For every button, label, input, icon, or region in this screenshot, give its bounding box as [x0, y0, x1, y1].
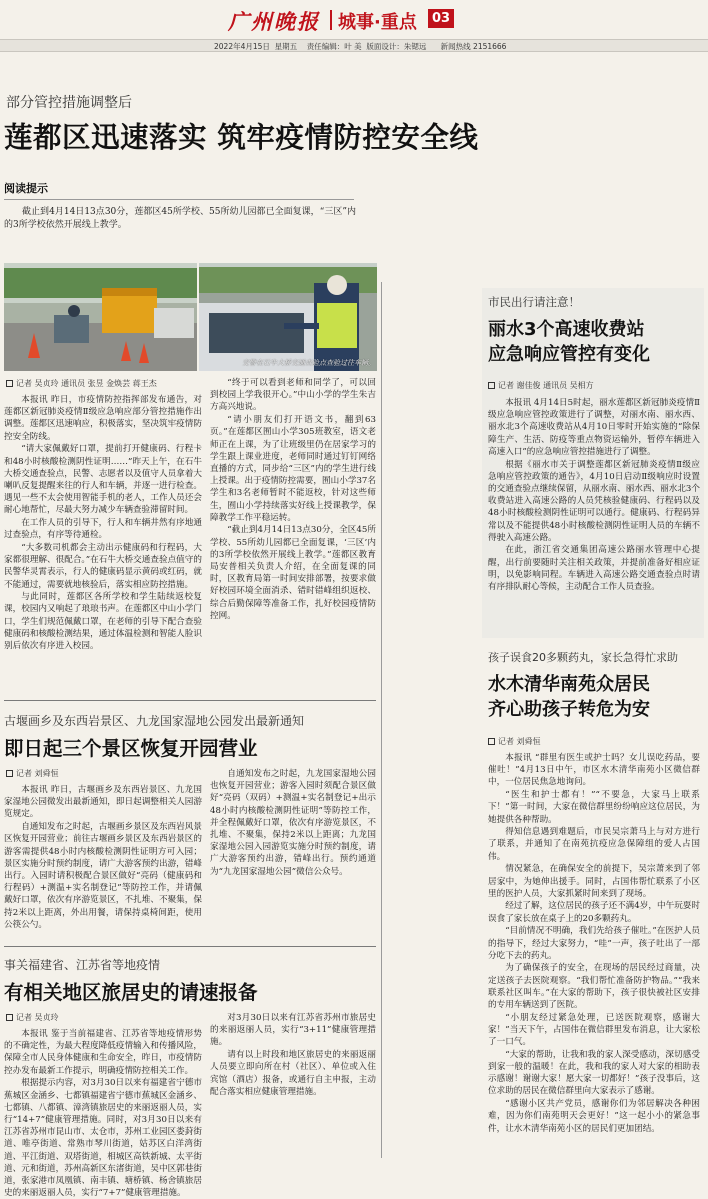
- date-line: 2022年4月15日 星期五 责任编辑：叶 美 版面设计：朱锶远 新闻热线 2151666: [0, 39, 708, 52]
- lead-photo-left: [4, 263, 197, 371]
- byline-marker-icon: [6, 380, 13, 387]
- lead-kicker: 部分管控措施调整后: [6, 95, 132, 111]
- child-byline: 记者 刘舜恒: [488, 736, 541, 747]
- lead-body-col1: 本报讯 昨日，市疫情防控指挥部发布通告，对莲都区新冠肺炎疫情Ⅱ级应急响应部分管控措施作出调整。莲都区迅速响应，积极落实，坚决筑牢疫情防控安全防线。 “请大家佩戴好口罩，提前打开健康码、行程卡和48小时核酸检测阴性证明……”昨天上午，在石牛大桥交通查验点，民警、志愿者以及值守人员拿着大喇叭反复提醒来往的行人和车辆，并逐一进行检查。遇见一些不太会使用智能手机的老人，工作人员还会耐心地帮忙，尽最大努力减少车辆查验滞留时间。 在工作人员的引导下，行人和车辆井然有序地通过查验点，有序等待通检。 “大多数司机都会主动出示健康码和行程码，大家都很理解、很配合。”在石牛大桥交通查验点值守的民警华灵霄表示，行人的健康码显示黄码或红码，就不能通过，需要就地核验后，落实相应防控措施。 与此同时，莲都区各所学校和学生陆续返校复课，校园内又响起了琅琅书声。在莲都区中山小学门口，学生们规范佩戴口罩，在老师的引导下配合查验健康码和核酸检测结果，通过体温检测和智能人脸识别后依次有序进入校园。: [4, 395, 202, 652]
- travel-body-col2: 对3月30日以来有江苏省苏州市旅居史的来丽返丽人员，实行“3+11”健康管理措施。 请有以上时段和地区旅居史的来丽返丽人员要立即向所在村（社区）、单位或入住宾馆（酒店）报备，或通行自主申报，主动配合落实相应健康管理措施。: [210, 1013, 376, 1097]
- child-headline-2: 齐心助孩子转危为安: [488, 699, 650, 720]
- section-name: 城事·重点: [338, 12, 417, 33]
- masthead-divider: [330, 10, 332, 30]
- lead-body-col2: “终于可以看到老师和同学了，可以回到校园上学我很开心。”中山小学的学生朱吉方高兴地说。 “请小朋友们打开语文书，翻到63页。”在莲都区囿山小学305班教室，语文老师正在上课，为了让班级里仍在居家学习的学生跟上课业进度，老师同时通过钉钉网络直播的方式，同步给“三区”内的学生进行线上授课。出于疫情防控需要，囿山小学37名学生和3名老师暂时不能返校，针对这些师生，囿山小学持续落实好线上授课教学，保障教学工作平稳运转。 “截止到4月14日13点30分，全区45所学校、55所幼儿园都已全面复课，‘三区’内的3所学校依然开展线上教学。”莲都区教育局安普相关负责人介绍，在全面复课的同时，区教育局第一时间安排部署，按要求做好校园环境全面消杀、错时错峰组织返校、综合后勤保障等准备工作，扎好校园疫情防控网。: [210, 378, 376, 621]
- lead-headline: 莲都区迅速落实 筑牢疫情防控安全线: [4, 121, 479, 154]
- highway-headline-2: 应急响应管控有变化: [488, 344, 650, 365]
- masthead: [0, 0, 708, 56]
- traffic-police-photo: [199, 263, 377, 371]
- summary-text: 截止到4月14日13点30分，莲都区45所学校、55所幼儿园都已全面复课，“三区”内的3所学校依然开展线上教学。: [4, 207, 356, 230]
- section-divider-2: [4, 946, 376, 947]
- child-headline-1: 水木清华南苑众居民: [488, 674, 650, 695]
- lead-byline: 记者 吴贞玲 通讯员 张昱 金焕芸 蒋王杰: [6, 378, 157, 389]
- byline-marker-icon: [488, 382, 495, 389]
- highway-byline: 记者 谢佳俊 通讯员 吴相方: [488, 380, 594, 391]
- checkpoint-photo: [4, 263, 197, 371]
- scenic-kicker: 古堰画乡及东西岩景区、九龙国家湿地公园发出最新通知: [4, 714, 305, 728]
- byline-marker-icon: [6, 770, 13, 777]
- child-body: 本报讯 “群里有医生或护士吗？女儿误吃药品，要催吐！”4月13日中午，市区水木清华南苑小区微信群中，一位居民焦急地询问。 “医生和护士都有！”“不要急，大家马上联系下！”第一时间，大家在微信群里纷纷响应这位居民，为她提供各种帮助。 得知信息遇到难题后，市民吴宗萧马上与对方进行了联系，并通知了在南苑抗疫应急保障组的爱人占国伟。 情况紧急，在确保安全的前提下，吴宗萧来到了邻居家中，为她伸出援手。同时，占国伟帮忙联系了小区里的医护人员，大家抓紧时间来到了现场。 经过了解，这位居民的孩子还不满4岁，中午玩耍时误食了家长放在桌子上的20多颗药丸。 “目前情况不明确，我们先给孩子催吐。”在医护人员的指导下，经过大家努力，“哇”一声，孩子吐出了一部分吃下去的药丸。 为了确保孩子的安全，在现场的居民经过商量，决定送孩子去医院观察。“我们帮忙准备防护物品。”“我来联系社区叫车。”在大家的帮助下，孩子很快被社区安排的专用车辆送到了医院。 “小朋友经过紧急处理，已送医院观察，感谢大家！”当天下午，占国伟在微信群里发布消息，让大家松了一口气。 “大家的帮助，让我和我的家人深受感动，深切感受到家一般的温暖！在此，我和我的家人对大家的相助表示感谢！谢谢大家！愿大家一切都好！”孩子没事后，这位求助的居民在微信群里向大家表示了感谢。 “感谢小区共产党员，感谢你们为邻居解决各种困难，因为你们南苑明天会更好！”这一起小小的紧急事件，让水木清华南苑小区的居民们更加团结。: [488, 753, 700, 1134]
- byline-marker-icon: [488, 738, 495, 745]
- highway-headline-1: 丽水3个高速收费站: [488, 319, 645, 340]
- summary-rule: [4, 199, 354, 200]
- travel-headline: 有相关地区旅居史的请速报备: [4, 981, 258, 1004]
- travel-byline: 记者 吴贞玲: [6, 1012, 59, 1023]
- scenic-body-col1: 本报讯 昨日，古堰画乡及东西岩景区、九龙国家湿地公园微发出最新通知，即日起调整相关人园游览规定。 自通知发布之时起，古堰画乡景区及东西岩风景区恢复开园营业；前往古堰画乡景区及东西岩景区的游客需提供48小时内核酸检测阴性证明方可入园；景区实施分时预约制度，请广大游客预约出游，错峰出行。入园时请积极配合景区做好“亮码（健康码和行程码）+测温+实名制登记”等防控工作，并请佩戴好口罩，依次有序游览景区，不扎堆、不聚集，保持2米以上距离，外出用餐，请保持桌椅间距，使用公筷公勺。: [4, 785, 202, 930]
- section-divider-1: [4, 700, 376, 701]
- travel-body-col1: 本报讯 鉴于当前福建省、江苏省等地疫情形势的不确定性，为最大程度降低疫情输入和传播风险，保障全市人民身体健康和生命安全，昨日，市疫情防控办发布最新工作提示，明确疫情防控相关工作。 根据提示内容，对3月30日以来有福建省宁德市蕉城区金涵乡、七都镇福建省宁德市蕉城区金涵乡、七都镇、八都镇、漳湾镇旅居史的来丽返丽人员，实行“14+7”健康管理措施。同时，对3月30日以来有江苏省苏州市昆山市、太仓市，苏州工业园区娄葑街道、唯亭街道、常熟市琴川街道，姑苏区白洋湾街道、平江街道、双塔街道，相城区高铁新城、太平街道、元和街道，苏州高新区东渚街道，吴中区郭巷街道，张家港市凤凰镇、南丰镇、塘桥镇、杨舍镇旅居史的来丽返丽人员，实行“7+7”健康管理措施。: [4, 1029, 202, 1199]
- summary-title: 阅读提示: [4, 182, 48, 195]
- lead-photo-right: [199, 263, 377, 371]
- photo-caption: 交警在石牛大桥交通查验点查验过往车辆。: [242, 359, 375, 367]
- child-kicker: 孩子误食20多颗药丸，家长急得忙求助: [488, 651, 678, 664]
- page-number-badge: 03: [428, 9, 454, 28]
- highway-kicker: 市民出行请注意！: [488, 295, 580, 309]
- highway-body: 本报讯 4月14日5时起，丽水莲都区新冠肺炎疫情Ⅱ级应急响应管控政策进行了调整，对丽水南、丽水西、丽水北3个高速收费站从4月10日零时开始实施的“除保障生产、生活、防疫等重点物资运输外，暂停车辆进入高速入口”的应急响应管控措施进行了调整。 根据《丽水市关于调整莲都区新冠肺炎疫情Ⅱ级应急响应管控政策的通告》，4月10日启动Ⅱ级响应时设置的交通查验点继续保留，从丽水南、丽水西、丽水北3个收费站进入高速公路的人员凭核验健康码、行程码以及48小时核酸检测阴性证明可以通行。健康码、行程码异常以及不能提供48小时核酸检测阴性证明人员的车辆不得驶入高速公路。 在此，浙江省交通集团高速公路丽水管理中心提醒，出行前要随时关注相关政策，并提前准备好相应证明，以免影响同程。车辆进入高速公路交通查验点时请有序排队耐心等候，主动配合工作人员查验。: [488, 398, 700, 593]
- scenic-headline: 即日起三个景区恢复开园营业: [4, 737, 258, 760]
- scenic-body-col2: 自通知发布之时起，九龙国家湿地公园也恢复开园营业；游客入园时须配合景区做好“亮码（双码）+测温+实名制登记+出示48小时内核酸检测阴性证明”等防控工作，并全程佩戴好口罩，依次有序游览景区，不扎堆、不聚集，保持2米以上距离；九龙国家湿地公园入园游览实施分时预约制度，请广大游客预约出游，错峰出行。预约通道为“九龙国家湿地公园”微信公众号。: [210, 769, 376, 877]
- travel-kicker: 事关福建省、江苏省等地疫情: [4, 958, 161, 972]
- right-column-divider: [381, 282, 382, 1158]
- byline-marker-icon: [6, 1014, 13, 1021]
- summary-box: [4, 180, 356, 242]
- paper-name-logo: 广州晚报: [228, 9, 320, 34]
- scenic-byline: 记者 刘舜恒: [6, 768, 59, 779]
